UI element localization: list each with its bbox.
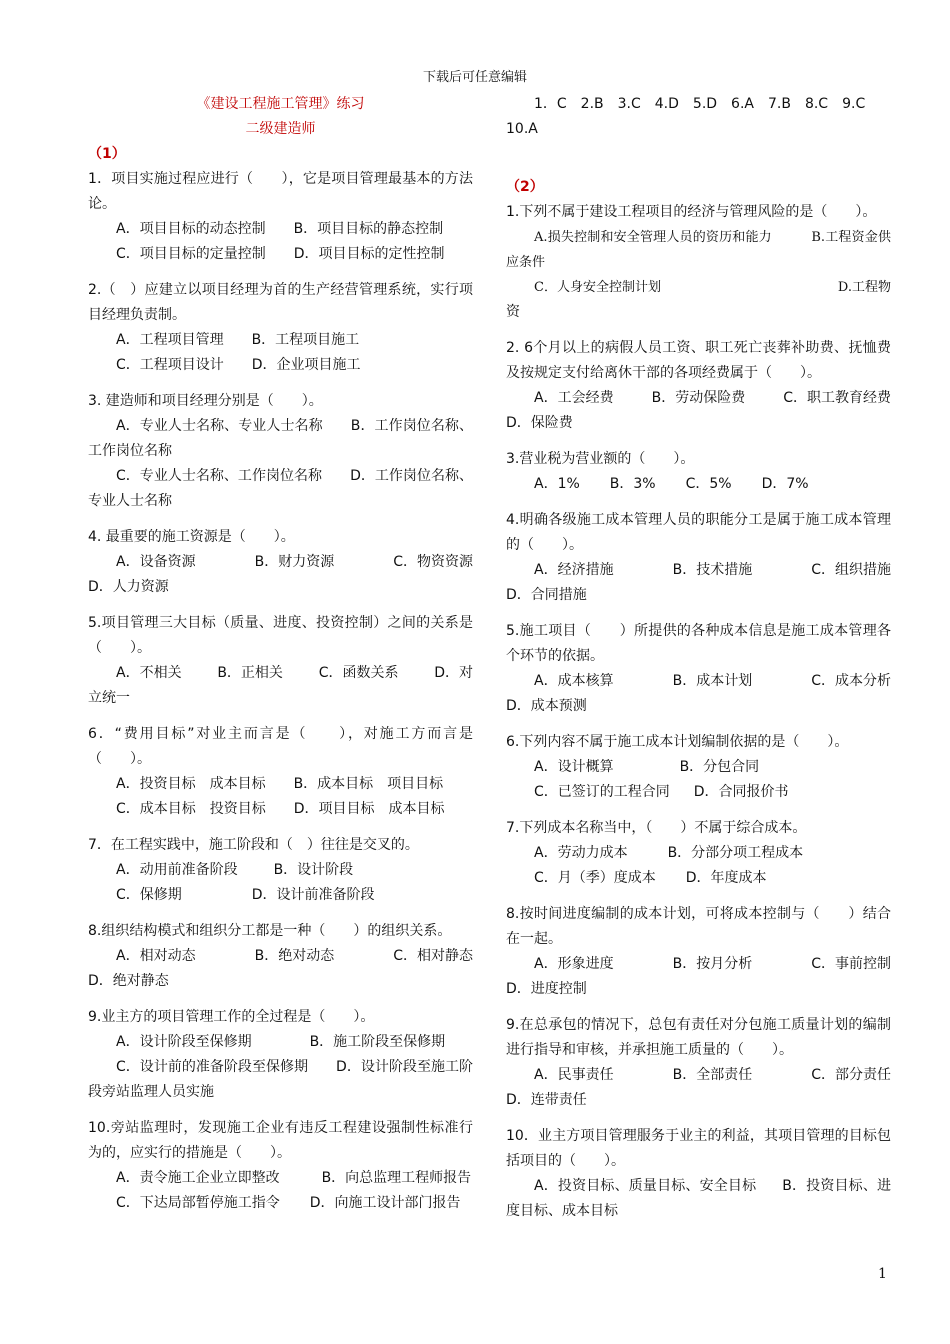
option: C．事前控制 <box>811 956 891 972</box>
option: C．职工教育经费 <box>783 390 891 406</box>
option: A．投资目标 成本目标 <box>116 776 266 792</box>
question-r6-options-ab <box>506 755 891 780</box>
question-r7-options-ab <box>506 841 891 866</box>
option: C．组织措施 <box>811 562 891 578</box>
question-3-options-ab: A．专业人士名称、专业人士名称 B．工作岗位名称、工作岗位名称 <box>88 418 473 459</box>
question-3-options-cd: C．专业人士名称、工作岗位名称 D．工作岗位名称、专业人士名称 <box>88 468 473 509</box>
question-1: 1．项目实施过程应进行（ ），它是项目管理最基本的方法论。 <box>88 171 473 212</box>
option: C．函数关系 <box>318 665 399 681</box>
option-continued: 立统一 <box>88 690 130 706</box>
question-r1-options-ab: A.损失控制和安全管理人员的资历和能力 B.工程资金供应条件 <box>506 230 891 270</box>
question-1-options-ab <box>88 217 473 242</box>
question-3: 3. 建造师和项目经理分别是（ ）。 <box>88 393 323 409</box>
option: D．年度成本 <box>685 870 767 886</box>
question-r4-options <box>506 558 891 583</box>
option: D．成本预测 <box>506 698 587 714</box>
option: A．1% <box>534 476 580 492</box>
option: B．投资目标、进度目标、成本目标 <box>506 1178 891 1219</box>
section-2-heading: （2） <box>506 179 544 195</box>
option: D．项目目标的定性控制 <box>293 246 445 262</box>
question-r3: 3.营业税为营业额的（ ）。 <box>506 451 695 467</box>
question-4-options <box>88 550 473 575</box>
question-r5: 5.施工项目（ ）所提供的各种成本信息是施工成本管理各个环节的依据。 <box>506 623 891 664</box>
question-4: 4. 最重要的施工资源是（ ）。 <box>88 529 295 545</box>
option: A．工程项目管理 <box>116 332 224 348</box>
option: B．正相关 <box>217 665 283 681</box>
question-10-options-ab: A．责令施工企业立即整改 B．向总监理工程师报告 <box>116 1170 472 1186</box>
option: B．财力资源 <box>254 554 335 570</box>
option: A．劳动力成本 <box>534 845 628 861</box>
question-r10: 10．业主方项目管理服务于业主的利益，其项目管理的目标包括项目的（ ）。 <box>506 1128 891 1169</box>
option: C．保修期 <box>116 887 182 903</box>
option-continued: 资 <box>506 304 520 320</box>
question-7: 7．在工程实践中，施工阶段和（ ）往往是交叉的。 <box>88 837 419 853</box>
option: C．人身安全控制计划 <box>534 280 661 295</box>
question-r6-options-cd <box>506 780 891 805</box>
question-r3-options <box>506 472 891 497</box>
option: B．成本目标 项目目标 <box>293 776 444 792</box>
option: D．企业项目施工 <box>251 357 361 373</box>
option: A．经济措施 <box>534 562 614 578</box>
option: C．工程项目设计 <box>116 357 224 373</box>
question-6: 6．“费用目标”对业主而言是（ ），对施工方而言是（ ）。 <box>88 726 473 767</box>
question-8-options <box>88 944 473 969</box>
question-r4: 4.明确各级施工成本管理人员的职能分工是属于施工成本管理的（ ）。 <box>506 512 891 553</box>
option: D.工程物 <box>837 280 891 295</box>
option: C．下达局部暂停施工指令 <box>116 1195 280 1211</box>
option: D．连带责任 <box>506 1092 587 1108</box>
option: A．工会经费 <box>534 390 614 406</box>
option: A．相对动态 <box>116 948 196 964</box>
question-9-options-ab <box>88 1030 473 1055</box>
answer-key-section-1-cont: 10.A <box>506 121 538 137</box>
option: D．合同报价书 <box>693 784 789 800</box>
option: B．分包合同 <box>679 759 760 775</box>
option: D．向施工设计部门报告 <box>309 1195 461 1211</box>
option: B．全部责任 <box>672 1067 753 1083</box>
option: C．物资资源 <box>393 554 473 570</box>
option: B．成本计划 <box>672 673 753 689</box>
document-subtitle: 二级建造师 <box>245 121 316 137</box>
option: B．劳动保险费 <box>651 390 746 406</box>
question-2: 2.（ ）应建立以项目经理为首的生产经营管理系统，实行项目经理负责制。 <box>88 282 473 323</box>
question-r7: 7.下列成本名称当中，（ ）不属于综合成本。 <box>506 820 807 836</box>
question-r9-options <box>506 1063 891 1088</box>
question-10: 10.旁站监理时，发现施工企业有违反工程建设强制性标准行为的，应实行的措施是（ ）。 <box>88 1120 473 1161</box>
option: D．保险费 <box>506 415 573 431</box>
option: C．项目目标的定量控制 <box>116 246 266 262</box>
section-1-heading: （1） <box>88 146 126 162</box>
question-6-options-ab <box>88 772 473 797</box>
option: A．不相关 <box>116 665 182 681</box>
question-r1: 1.下列不属于建设工程项目的经济与管理风险的是（ ）。 <box>506 204 877 220</box>
question-r1-options-cd <box>506 275 891 300</box>
option: B．施工阶段至保修期 <box>309 1034 446 1050</box>
question-7-options-cd <box>88 883 473 908</box>
question-r7-options-cd <box>506 866 891 891</box>
question-r8: 8.按时间进度编制的成本计划，可将成本控制与（ ）结合在一起。 <box>506 906 891 947</box>
option: A．民事责任 <box>534 1067 614 1083</box>
option: B．项目目标的静态控制 <box>293 221 444 237</box>
page-number: 1 <box>878 1266 887 1282</box>
left-column <box>88 92 473 1216</box>
option: D．项目目标 成本目标 <box>293 801 445 817</box>
document-title: 《建设工程施工管理》练习 <box>196 96 365 112</box>
option: A．设计概算 <box>534 759 614 775</box>
option: B．技术措施 <box>672 562 753 578</box>
page-header: 下载后可任意编辑 <box>422 70 527 85</box>
option: C．成本分析 <box>811 673 891 689</box>
option: A．成本核算 <box>534 673 614 689</box>
option: B．按月分析 <box>672 956 753 972</box>
option: D．设计前准备阶段 <box>251 887 375 903</box>
question-6-options-cd <box>88 797 473 822</box>
question-r8-options <box>506 952 891 977</box>
question-9: 9.业主方的项目管理工作的全过程是（ ）。 <box>88 1009 375 1025</box>
option: A．设计阶段至保修期 <box>116 1034 252 1050</box>
option: C．已签订的工程合同 <box>534 784 670 800</box>
option: C．月（季）度成本 <box>534 870 656 886</box>
option: C．成本目标 投资目标 <box>116 801 266 817</box>
option: B．分部分项工程成本 <box>667 845 804 861</box>
option: D．进度控制 <box>506 981 587 997</box>
question-r6: 6.下列内容不属于施工成本计划编制依据的是（ ）。 <box>506 734 849 750</box>
option: B．设计阶段 <box>273 862 354 878</box>
question-r2: 2. 6个月以上的病假人员工资、职工死亡丧葬补助费、抚恤费及按规定支付给离休干部的各项经费属于（ ）。 <box>506 340 891 381</box>
question-r2-options <box>506 386 891 411</box>
option: D．绝对静态 <box>88 973 169 989</box>
option: C．相对静态 <box>393 948 473 964</box>
answer-key-section-1: 1．C 2.B 3.C 4.D 5.D 6.A 7.B 8.C 9.C <box>534 96 866 112</box>
option: A．设备资源 <box>116 554 196 570</box>
option: D．人力资源 <box>88 579 169 595</box>
question-r9: 9.在总承包的情况下，总包有责任对分包施工质量计划的编制进行指导和审核，并承担施工质量的（ ）。 <box>506 1017 891 1058</box>
question-7-options-ab <box>88 858 473 883</box>
option: D．对 <box>434 665 473 681</box>
option: D．7% <box>761 476 809 492</box>
option: A．动用前准备阶段 <box>116 862 238 878</box>
question-5-options <box>88 661 473 686</box>
option: B．绝对动态 <box>254 948 335 964</box>
question-8: 8.组织结构模式和组织分工都是一种（ ）的组织关系。 <box>88 923 452 939</box>
question-r5-options <box>506 669 891 694</box>
option: C．部分责任 <box>811 1067 891 1083</box>
option: A．投资目标、质量目标、安全目标 <box>534 1178 757 1194</box>
right-column <box>506 92 891 1224</box>
question-9-options-cd: C．设计前的准备阶段至保修期 D．设计阶段至施工阶段旁站监理人员实施 <box>88 1059 473 1100</box>
question-1-options-cd <box>88 242 473 267</box>
question-2-options-cd <box>88 353 473 378</box>
option: C．5% <box>685 476 732 492</box>
question-2-options-ab <box>88 328 473 353</box>
option: A．项目目标的动态控制 <box>116 221 266 237</box>
question-10-options-cd <box>88 1191 473 1216</box>
option: A．形象进度 <box>534 956 614 972</box>
option: B．3% <box>609 476 656 492</box>
question-5: 5.项目管理三大目标（质量、进度、投资控制）之间的关系是（ ）。 <box>88 615 473 656</box>
option: D．合同措施 <box>506 587 587 603</box>
question-r10-options <box>506 1174 891 1224</box>
option: B．工程项目施工 <box>251 332 360 348</box>
